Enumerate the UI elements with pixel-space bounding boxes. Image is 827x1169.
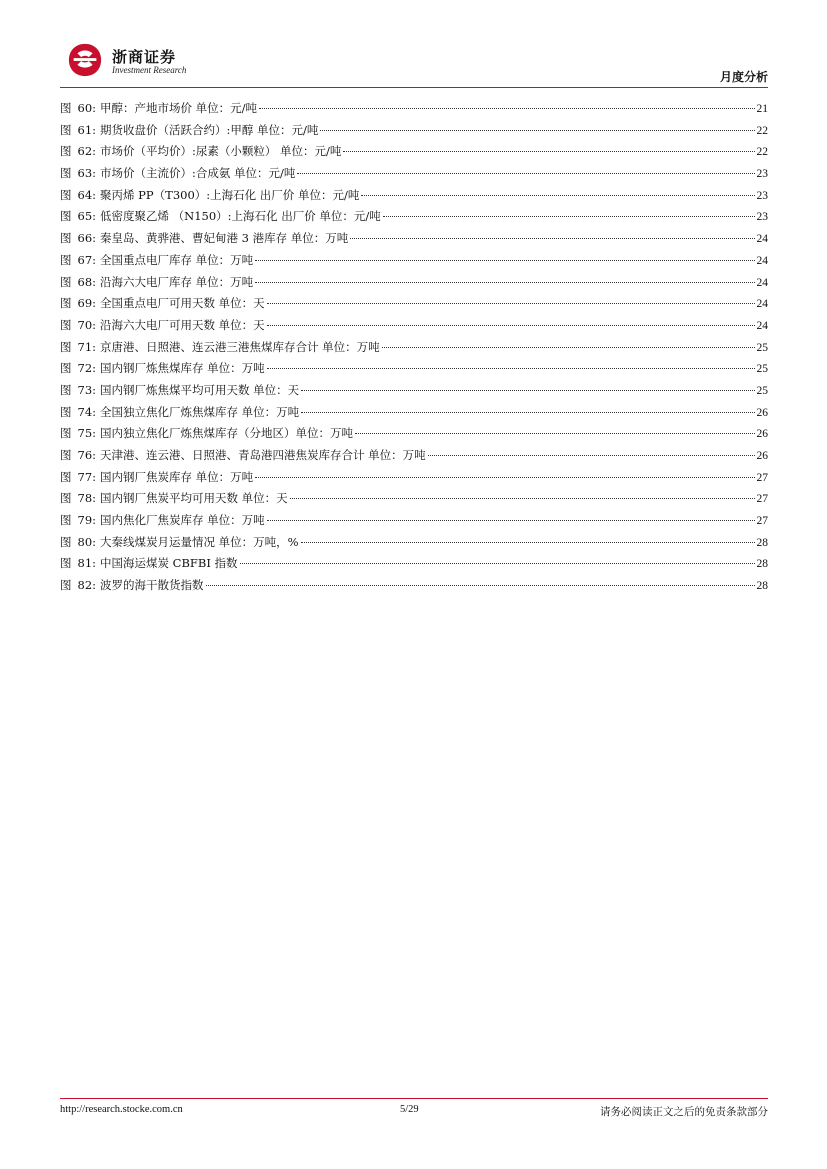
toc-entry-title: 沿海六大电厂库存 单位：万吨 bbox=[100, 274, 254, 289]
toc-entry-number: 61: bbox=[77, 122, 97, 137]
toc-entry-prefix: 图 bbox=[60, 491, 72, 506]
toc-entry-page: 25 bbox=[756, 341, 768, 354]
toc-entry-prefix: 图 bbox=[60, 556, 72, 571]
toc-entry-number: 69: bbox=[77, 296, 97, 311]
toc-dot-leader bbox=[290, 498, 755, 499]
footer-url-link[interactable]: http://research.stocke.com.cn bbox=[60, 1104, 183, 1115]
toc-entry-prefix: 图 bbox=[60, 361, 72, 376]
toc-entry-number: 66: bbox=[77, 231, 97, 246]
toc-dot-leader bbox=[267, 368, 755, 369]
toc-entry-prefix: 图 bbox=[60, 404, 72, 419]
toc-entry[interactable] bbox=[60, 295, 768, 317]
toc-entry-number: 78: bbox=[77, 491, 97, 506]
toc-entry-number: 73: bbox=[77, 382, 97, 397]
toc-dot-leader bbox=[255, 282, 754, 283]
toc-entry-number: 81: bbox=[77, 556, 97, 571]
toc-dot-leader bbox=[267, 325, 755, 326]
toc-dot-leader bbox=[267, 303, 755, 304]
toc-entry-title: 天津港、连云港、日照港、青岛港四港焦炭库存合计 单位：万吨 bbox=[100, 448, 426, 462]
header-divider bbox=[60, 87, 768, 88]
toc-entry-page: 24 bbox=[756, 254, 768, 267]
toc-entry[interactable] bbox=[60, 469, 768, 491]
toc-entry-prefix: 图 bbox=[60, 317, 72, 332]
disclaimer-note: 请务必阅读正文之后的免责条款部分 bbox=[600, 1106, 768, 1118]
toc-entry-page: 27 bbox=[756, 471, 768, 484]
toc-entry-title: 全国重点电厂库存 单位：万吨 bbox=[100, 252, 254, 267]
toc-entry-number: 79: bbox=[77, 513, 97, 528]
toc-entry-page: 24 bbox=[756, 319, 768, 332]
toc-entry[interactable] bbox=[60, 360, 768, 382]
toc-entry-title: 期货收盘价（活跃合约）:甲醇 单位：元/吨 bbox=[100, 122, 319, 137]
toc-entry-title: 大秦线煤炭月运量情况 单位：万吨，% bbox=[100, 534, 299, 549]
toc-entry-prefix: 图 bbox=[60, 122, 72, 137]
toc-entry-title: 秦皇岛、黄骅港、曹妃甸港 3 港库存 单位：万吨 bbox=[100, 231, 349, 246]
toc-entry-prefix: 图 bbox=[60, 296, 72, 311]
toc-dot-leader bbox=[343, 151, 754, 152]
toc-entry-page: 21 bbox=[756, 103, 768, 115]
toc-dot-leader bbox=[301, 412, 754, 413]
toc-entry-page: 27 bbox=[756, 515, 768, 528]
toc-entry-prefix: 图 bbox=[60, 382, 72, 397]
toc-entry-title: 市场价（平均价）:尿素（小颗粒） 单位：元/吨 bbox=[100, 144, 342, 159]
page-header bbox=[60, 38, 768, 88]
toc-entry-number: 75: bbox=[77, 426, 97, 441]
toc-entry[interactable] bbox=[60, 339, 768, 361]
toc-entry[interactable] bbox=[60, 490, 768, 512]
toc-dot-leader bbox=[320, 130, 754, 131]
toc-entry[interactable] bbox=[60, 165, 768, 187]
toc-entry-title: 市场价（主流价）:合成氨 单位：元/吨 bbox=[100, 166, 296, 181]
toc-entry[interactable] bbox=[60, 555, 768, 577]
toc-dot-leader bbox=[240, 563, 755, 564]
toc-entry[interactable] bbox=[60, 122, 768, 144]
toc-entry[interactable] bbox=[60, 208, 768, 230]
toc-entry-page: 23 bbox=[756, 211, 768, 224]
toc-entry-page: 28 bbox=[756, 558, 768, 571]
toc-entry[interactable] bbox=[60, 187, 768, 209]
toc-entry-number: 71: bbox=[77, 339, 97, 354]
toc-entry-page: 28 bbox=[756, 580, 768, 593]
toc-entry-number: 74: bbox=[77, 404, 97, 419]
toc-entry-number: 68: bbox=[77, 274, 97, 289]
report-type-label: 月度分析 bbox=[719, 70, 768, 84]
toc-entry[interactable] bbox=[60, 230, 768, 252]
toc-entry-title: 聚丙烯 PP（T300）:上海石化 出厂价 单位：元/吨 bbox=[100, 187, 360, 202]
footer-divider bbox=[60, 1098, 768, 1099]
toc-entry-title: 京唐港、日照港、连云港三港焦煤库存合计 单位：万吨 bbox=[100, 339, 380, 354]
toc-entry-number: 67: bbox=[77, 252, 97, 267]
toc-entry-title: 波罗的海干散货指数 bbox=[100, 578, 204, 593]
toc-entry-number: 62: bbox=[77, 144, 97, 159]
toc-entry-title: 中国海运煤炭 CBFBI 指数 bbox=[100, 556, 238, 571]
toc-dot-leader bbox=[259, 108, 754, 109]
toc-entry-page: 25 bbox=[756, 384, 768, 397]
toc-entry-page: 25 bbox=[756, 363, 768, 376]
toc-dot-leader bbox=[428, 455, 755, 456]
toc-dot-leader bbox=[267, 520, 755, 521]
toc-entry-prefix: 图 bbox=[60, 469, 72, 484]
toc-entry-prefix: 图 bbox=[60, 166, 72, 181]
toc-entry-prefix: 图 bbox=[60, 513, 72, 528]
toc-dot-leader bbox=[206, 585, 755, 586]
toc-entry-title: 甲醇：产地市场价 单位：元/吨 bbox=[100, 101, 258, 115]
toc-entry-prefix: 图 bbox=[60, 339, 72, 354]
toc-entry[interactable] bbox=[60, 534, 768, 556]
toc-entry-number: 72: bbox=[77, 361, 97, 376]
toc-entry-number: 60: bbox=[77, 101, 97, 115]
toc-entry[interactable] bbox=[60, 512, 768, 534]
figure-list bbox=[60, 100, 768, 599]
toc-entry-title: 国内钢厂炼焦煤平均可用天数 单位：天 bbox=[100, 382, 300, 397]
toc-entry[interactable] bbox=[60, 382, 768, 404]
toc-entry-prefix: 图 bbox=[60, 274, 72, 289]
toc-entry-prefix: 图 bbox=[60, 426, 72, 441]
toc-entry-prefix: 图 bbox=[60, 101, 72, 115]
toc-entry-page: 24 bbox=[756, 233, 768, 246]
toc-entry-prefix: 图 bbox=[60, 534, 72, 549]
toc-entry-page: 22 bbox=[756, 146, 768, 159]
toc-entry-page: 26 bbox=[756, 428, 768, 441]
toc-entry-title: 全国独立焦化厂炼焦煤库存 单位：万吨 bbox=[100, 404, 300, 419]
toc-entry-number: 63: bbox=[77, 166, 97, 181]
toc-entry-page: 23 bbox=[756, 189, 768, 202]
toc-dot-leader bbox=[355, 433, 754, 434]
toc-entry-page: 28 bbox=[756, 536, 768, 549]
toc-entry[interactable] bbox=[60, 404, 768, 426]
toc-entry-prefix: 图 bbox=[60, 578, 72, 593]
page-number: 5/29 bbox=[400, 1104, 419, 1115]
toc-entry[interactable] bbox=[60, 425, 768, 447]
toc-entry-number: 65: bbox=[77, 209, 97, 224]
toc-entry-page: 24 bbox=[756, 276, 768, 289]
toc-entry-title: 国内焦化厂焦炭库存 单位：万吨 bbox=[100, 513, 265, 528]
toc-entry-number: 64: bbox=[77, 187, 97, 202]
toc-dot-leader bbox=[383, 216, 755, 217]
toc-entry-prefix: 图 bbox=[60, 209, 72, 224]
toc-entry-prefix: 图 bbox=[60, 252, 72, 267]
toc-entry[interactable] bbox=[60, 100, 768, 122]
toc-entry-title: 国内钢厂焦炭平均可用天数 单位：天 bbox=[100, 491, 288, 506]
toc-entry[interactable] bbox=[60, 143, 768, 165]
toc-entry[interactable] bbox=[60, 317, 768, 339]
toc-entry[interactable] bbox=[60, 274, 768, 296]
toc-dot-leader bbox=[350, 238, 754, 239]
toc-dot-leader bbox=[255, 260, 754, 261]
toc-dot-leader bbox=[301, 390, 754, 391]
toc-entry-page: 23 bbox=[756, 168, 768, 181]
toc-entry-number: 80: bbox=[77, 534, 97, 549]
toc-entry[interactable] bbox=[60, 252, 768, 274]
zheshang-securities-logo-icon bbox=[66, 42, 104, 78]
toc-entry-title: 低密度聚乙烯 （N150）:上海石化 出厂价 单位：元/吨 bbox=[100, 209, 381, 224]
toc-entry-prefix: 图 bbox=[60, 448, 72, 462]
toc-entry-number: 76: bbox=[77, 448, 97, 462]
toc-entry-number: 70: bbox=[77, 317, 97, 332]
toc-entry-page: 27 bbox=[756, 493, 768, 506]
toc-entry-title: 国内钢厂焦炭库存 单位：万吨 bbox=[100, 469, 254, 484]
toc-entry-prefix: 图 bbox=[60, 144, 72, 159]
toc-entry-title: 全国重点电厂可用天数 单位：天 bbox=[100, 296, 265, 311]
toc-dot-leader bbox=[255, 477, 754, 478]
toc-entry-title: 国内钢厂炼焦煤库存 单位：万吨 bbox=[100, 361, 265, 376]
toc-entry-page: 26 bbox=[756, 406, 768, 419]
toc-dot-leader bbox=[301, 542, 755, 543]
toc-dot-leader bbox=[297, 173, 754, 174]
toc-entry[interactable] bbox=[60, 447, 768, 469]
toc-entry-title: 国内独立焦化厂炼焦煤库存（分地区）单位：万吨 bbox=[100, 426, 354, 441]
toc-dot-leader bbox=[361, 195, 754, 196]
toc-entry-prefix: 图 bbox=[60, 231, 72, 246]
brand-name-en: Investment Research bbox=[112, 65, 187, 75]
toc-entry[interactable] bbox=[60, 577, 768, 599]
toc-dot-leader bbox=[382, 347, 755, 348]
toc-entry-page: 24 bbox=[756, 298, 768, 311]
toc-entry-number: 77: bbox=[77, 469, 97, 484]
toc-entry-page: 22 bbox=[756, 124, 768, 137]
toc-entry-page: 26 bbox=[756, 450, 768, 462]
brand-name-cn: 浙商证券 bbox=[112, 48, 177, 66]
toc-entry-title: 沿海六大电厂可用天数 单位：天 bbox=[100, 317, 265, 332]
toc-entry-prefix: 图 bbox=[60, 187, 72, 202]
toc-entry-number: 82: bbox=[77, 578, 97, 593]
